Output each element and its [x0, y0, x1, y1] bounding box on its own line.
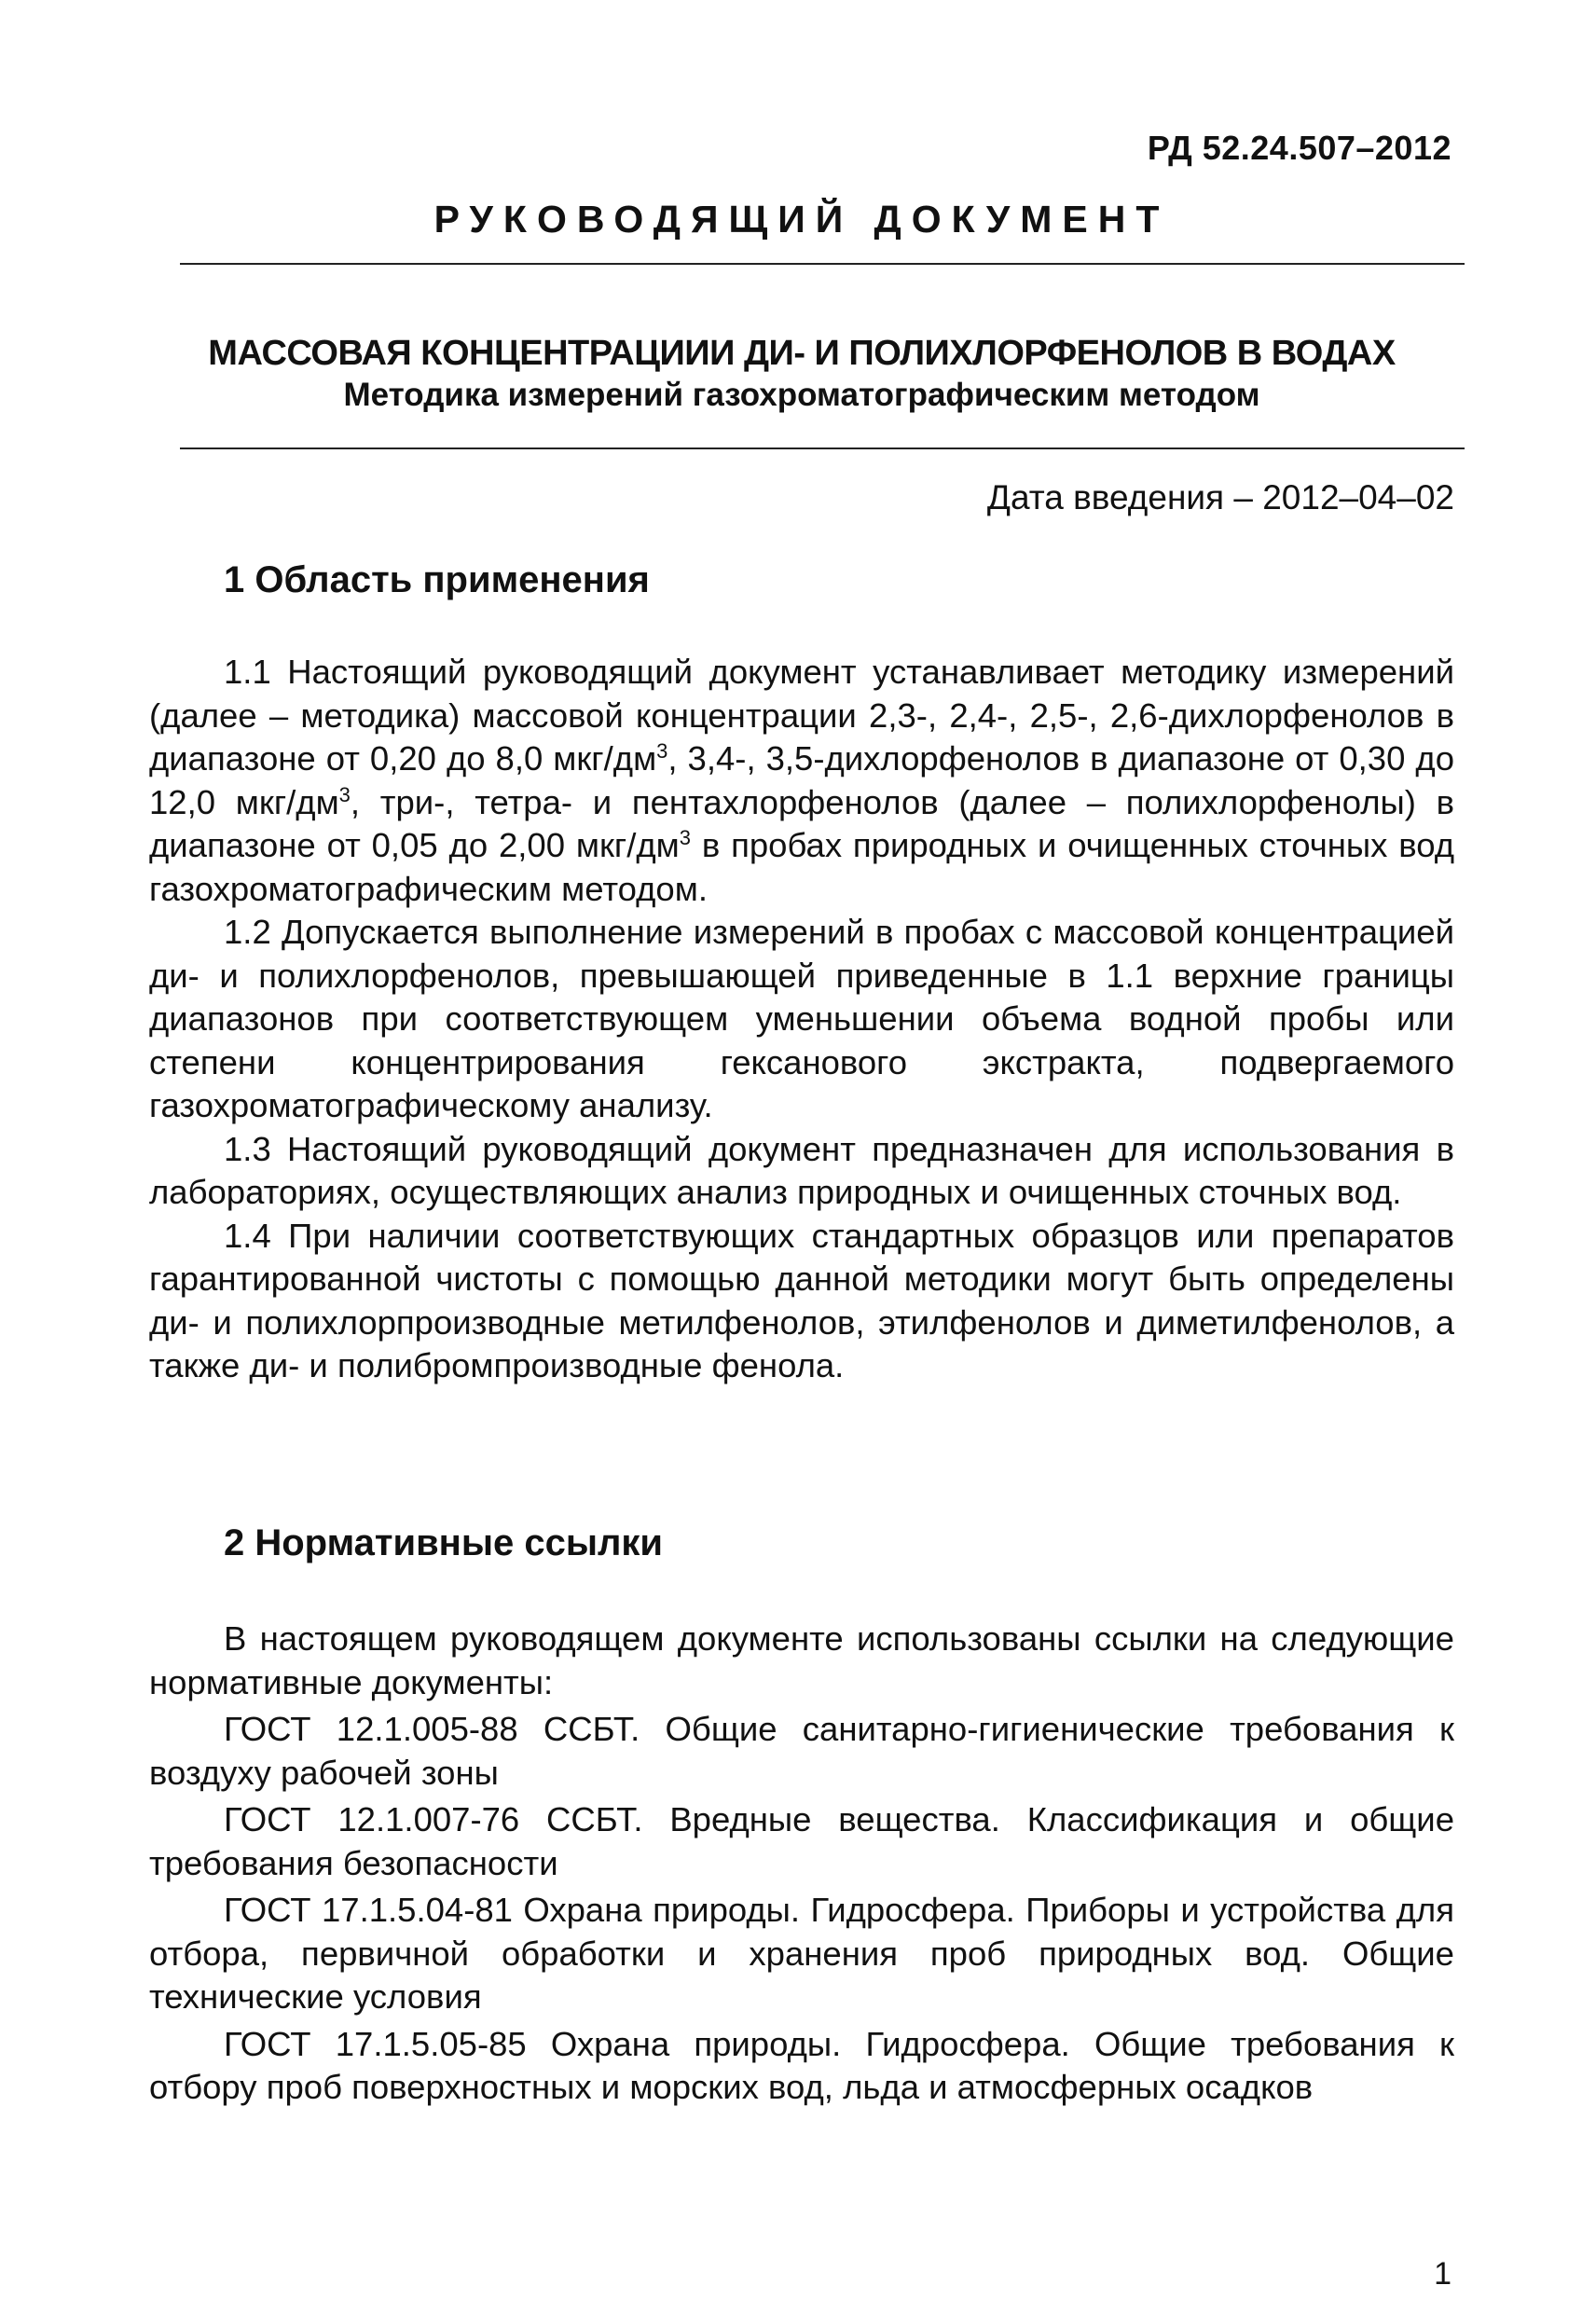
paragraph-1-3: 1.3 Настоящий руководящий документ предназначен для использования в лабораториях, осуществляющих анализ природных и очищенных сточных вод. [149, 1129, 1454, 1211]
section-2-heading: 2 Нормативные ссылки [224, 1522, 664, 1563]
page-number: 1 [1434, 2256, 1452, 2292]
document-subtitle: Методика измерений газохроматографическим методом [343, 377, 1260, 413]
paragraph-1-1 [149, 651, 1454, 911]
document-code: РД 52.24.507–2012 [1147, 129, 1452, 167]
document-title: МАССОВАЯ КОНЦЕНТРАЦИИИ ДИ- И ПОЛИХЛОРФЕНОЛОВ В ВОДАХ [208, 334, 1396, 373]
reference-item: ГОСТ 17.1.5.05-85 Охрана природы. Гидросфера. Общие требования к отбору проб поверхностных и морских вод, льда и атмосферных осадков [149, 2024, 1454, 2106]
section-1-body [149, 651, 1454, 1388]
paragraph-1-2: 1.2 Допускается выполнение измерений в пробах с массовой концентрацией ди- и полихлорфенолов, превышающей приведенные в 1.1 верхние границы диапазонов при соответствующем уменьшении объема водной пробы или степени концентрирования гексанового экстракта, подвергаемого газохроматографическому анализу. [149, 913, 1454, 1124]
reference-item: ГОСТ 12.1.007-76 ССБТ. Вредные вещества. Классификация и общие требования безопасности [149, 1800, 1454, 1882]
section-2-intro: В настоящем руководящем документе использованы ссылки на следующие нормативные документы: [149, 1619, 1454, 1701]
p1-1-sup-3: 3 [679, 825, 692, 849]
p1-1-part-a: 1.1 Настоящий руководящий документ устанавливает методику измерений (далее – методика) массовой концентрации 2,3-, 2,4-, 2,5-, 2,6-дихлорфенолов в диапазоне от 0,20 до 8,0 мкг/дм [149, 653, 1454, 778]
section-1-heading: 1 Область применения [224, 559, 650, 600]
p1-1-sup-2: 3 [338, 782, 351, 806]
p1-1-sup-1: 3 [656, 738, 668, 763]
title-divider [180, 447, 1465, 449]
document-type-heading: РУКОВОДЯЩИЙ ДОКУМЕНТ [433, 198, 1170, 241]
paragraph-1-4: 1.4 При наличии соответствующих стандартных образцов или препаратов гарантированной чистоты с помощью данной методики могут быть определены ди- и полихлорпроизводные метилфенолов, этилфенолов и диметилфенолов, а также ди- и полибромпроизводные фенола. [149, 1216, 1454, 1384]
p1-1-part-b: , 3,4-, 3,5-дихлорфенолов в диапазоне от 0,30 до 12,0 мкг/дм [149, 739, 1454, 821]
top-divider [180, 263, 1465, 265]
section-2-body [149, 1618, 1454, 2113]
p1-1-part-c: , три-, тетра- и пентахлорфенолов (далее – полихлорфенолы) в диапазоне от 0,05 до 2,00 мкг/дм [149, 782, 1454, 864]
reference-item: ГОСТ 12.1.005-88 ССБТ. Общие санитарно-гигиенические требования к воздуху рабочей зоны [149, 1710, 1454, 1792]
reference-item: ГОСТ 17.1.5.04-81 Охрана природы. Гидросфера. Приборы и устройства для отбора, первичной обработки и хранения проб природных вод. Общие технические условия [149, 1891, 1454, 2016]
introduction-date: Дата введения – 2012–04–02 [986, 478, 1454, 516]
p1-1-part-d: в пробах природных и очищенных сточных вод газохроматографическим методом. [149, 826, 1455, 908]
